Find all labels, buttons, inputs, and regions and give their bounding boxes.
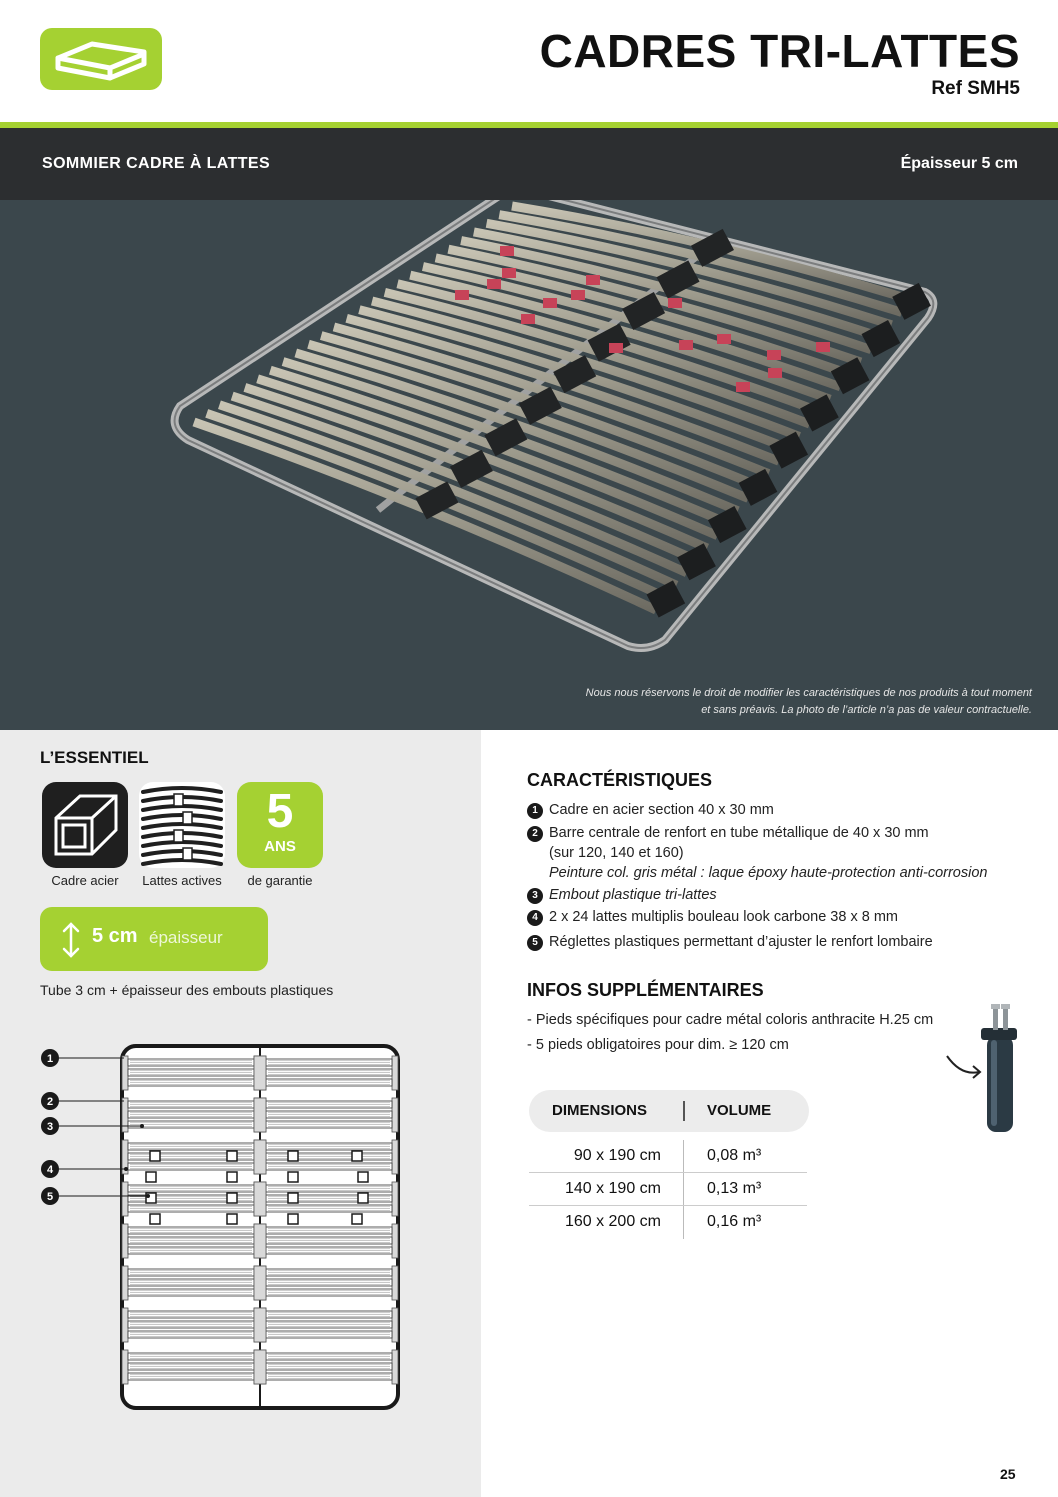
marker-2-label: 2 [46,1096,54,1108]
bed-frame-icon [40,28,162,90]
diagram-center-cap [254,1056,266,1090]
product-ref: Ref SMH5 [931,78,1020,99]
features-title: CARACTÉRISTIQUES [527,770,713,790]
warranty-unit: ANS [264,838,296,855]
feature-3-num: 3 [527,888,543,904]
volume-header: VOLUME [707,1102,772,1119]
slatted-frame-illustration [0,200,1058,730]
diagram-end-cap [122,1266,128,1300]
diagram-end-cap [122,1098,128,1132]
diagram-center-cap [254,1266,266,1300]
diagram-end-cap [392,1266,398,1300]
warranty-years: 5 [266,785,294,838]
diagram-center-cap [254,1224,266,1258]
thickness-badge [40,907,268,971]
caption-warranty: de garantie [247,873,313,888]
thickness-word: épaisseur [149,928,223,947]
page-header [0,0,1058,122]
diagram-end-cap [392,1182,398,1216]
feature-5-text: Réglettes plastiques permettant d’ajuster le renfort lombaire [549,934,933,950]
diagram-end-cap [122,1056,128,1090]
volume-cell: 0,13 m³ [707,1180,762,1197]
feature-5-num: 5 [527,935,543,951]
feature-1 [527,802,774,819]
marker-1-label: 1 [46,1053,54,1065]
dimension-cell: 90 x 190 cm [573,1147,661,1164]
diagram-center-cap [254,1182,266,1216]
feature-4-num: 4 [527,910,543,926]
photo-disclaimer [472,685,1032,719]
feature-2-text: Barre centrale de renfort en tube métallique de 40 x 30 mm [549,825,929,841]
diagram-center-cap [254,1308,266,1342]
disclaimer-line-1: Nous nous réservons le droit de modifier les caractéristiques de nos produits à tout moment [585,687,1032,699]
volume-cell: 0,08 m³ [707,1147,762,1164]
category-band [0,128,1058,200]
header-separator [683,1101,685,1121]
warranty-badge [237,782,323,868]
extra-info-line-1: - Pieds spécifiques pour cadre métal coloris anthracite H.25 cm [527,1012,934,1028]
frame-diagram [36,1036,406,1416]
diagram-end-cap [392,1098,398,1132]
page-title: CADRES TRI-LATTES [539,25,1020,77]
caption-steel: Cadre acier [51,873,119,888]
product-photo [0,200,1058,730]
diagram-center-cap [254,1350,266,1384]
feature-4 [527,909,898,926]
diagram-end-cap [122,1350,128,1384]
diagram-center-cap [254,1098,266,1132]
feature-2-num: 2 [527,826,543,842]
diagram-end-cap [122,1224,128,1258]
volume-cell: 0,16 m³ [707,1213,762,1230]
marker-3-label: 3 [46,1121,54,1133]
thickness-label: Épaisseur 5 cm [900,155,1018,172]
feature-3 [527,887,717,904]
diagram-end-cap [392,1224,398,1258]
bed-foot-icon [937,1000,1027,1135]
essentials-title: L’ESSENTIEL [40,748,149,767]
marker-4-label: 4 [46,1164,54,1176]
steel-tube-icon [42,782,128,868]
double-arrow-icon [60,921,82,959]
specs-panel [481,730,1058,1497]
table-row [529,1140,807,1173]
feature-2-sub-2: Peinture col. gris métal : laque époxy haute-protection anti-corrosion [549,865,988,881]
feature-4-text: 2 x 24 lattes multiplis bouleau look carbone 38 x 8 mm [549,909,898,925]
diagram-end-cap [392,1350,398,1384]
extra-info-line-2: - 5 pieds obligatoires pour dim. ≥ 120 cm [527,1037,789,1053]
dimension-cell: 160 x 200 cm [564,1213,661,1230]
feature-3-text: Embout plastique tri-lattes [549,887,717,903]
feature-5 [527,934,933,951]
page-number: 25 [1000,1466,1016,1482]
dimensions-header: DIMENSIONS [552,1102,648,1119]
dimensions-table-header [529,1090,809,1132]
diagram-end-cap [392,1140,398,1174]
diagram-end-cap [392,1308,398,1342]
diagram-center-cap [254,1140,266,1174]
feature-1-text: Cadre en acier section 40 x 30 mm [549,802,774,818]
thickness-value: 5 cm [92,925,138,947]
dimension-cell: 140 x 190 cm [564,1180,661,1197]
disclaimer-line-2: et sans préavis. La photo de l’article n’a pas de valeur contractuelle. [701,704,1032,716]
marker-5-label: 5 [46,1191,54,1203]
diagram-end-cap [392,1056,398,1090]
tube-note: Tube 3 cm + épaisseur des embouts plastiques [40,982,334,998]
active-slats-icon [139,782,225,868]
diagram-end-cap [122,1308,128,1342]
feature-1-num: 1 [527,803,543,819]
feature-2-sub-1: (sur 120, 140 et 160) [549,845,684,861]
diagram-end-cap [122,1182,128,1216]
essentials-panel [0,730,481,1497]
table-row [529,1173,807,1206]
table-row [529,1206,807,1239]
caption-slats: Lattes actives [142,873,222,888]
extra-info-title: INFOS SUPPLÉMENTAIRES [527,980,764,1000]
category-label: SOMMIER CADRE À LATTES [42,155,271,172]
feature-2 [527,825,929,842]
